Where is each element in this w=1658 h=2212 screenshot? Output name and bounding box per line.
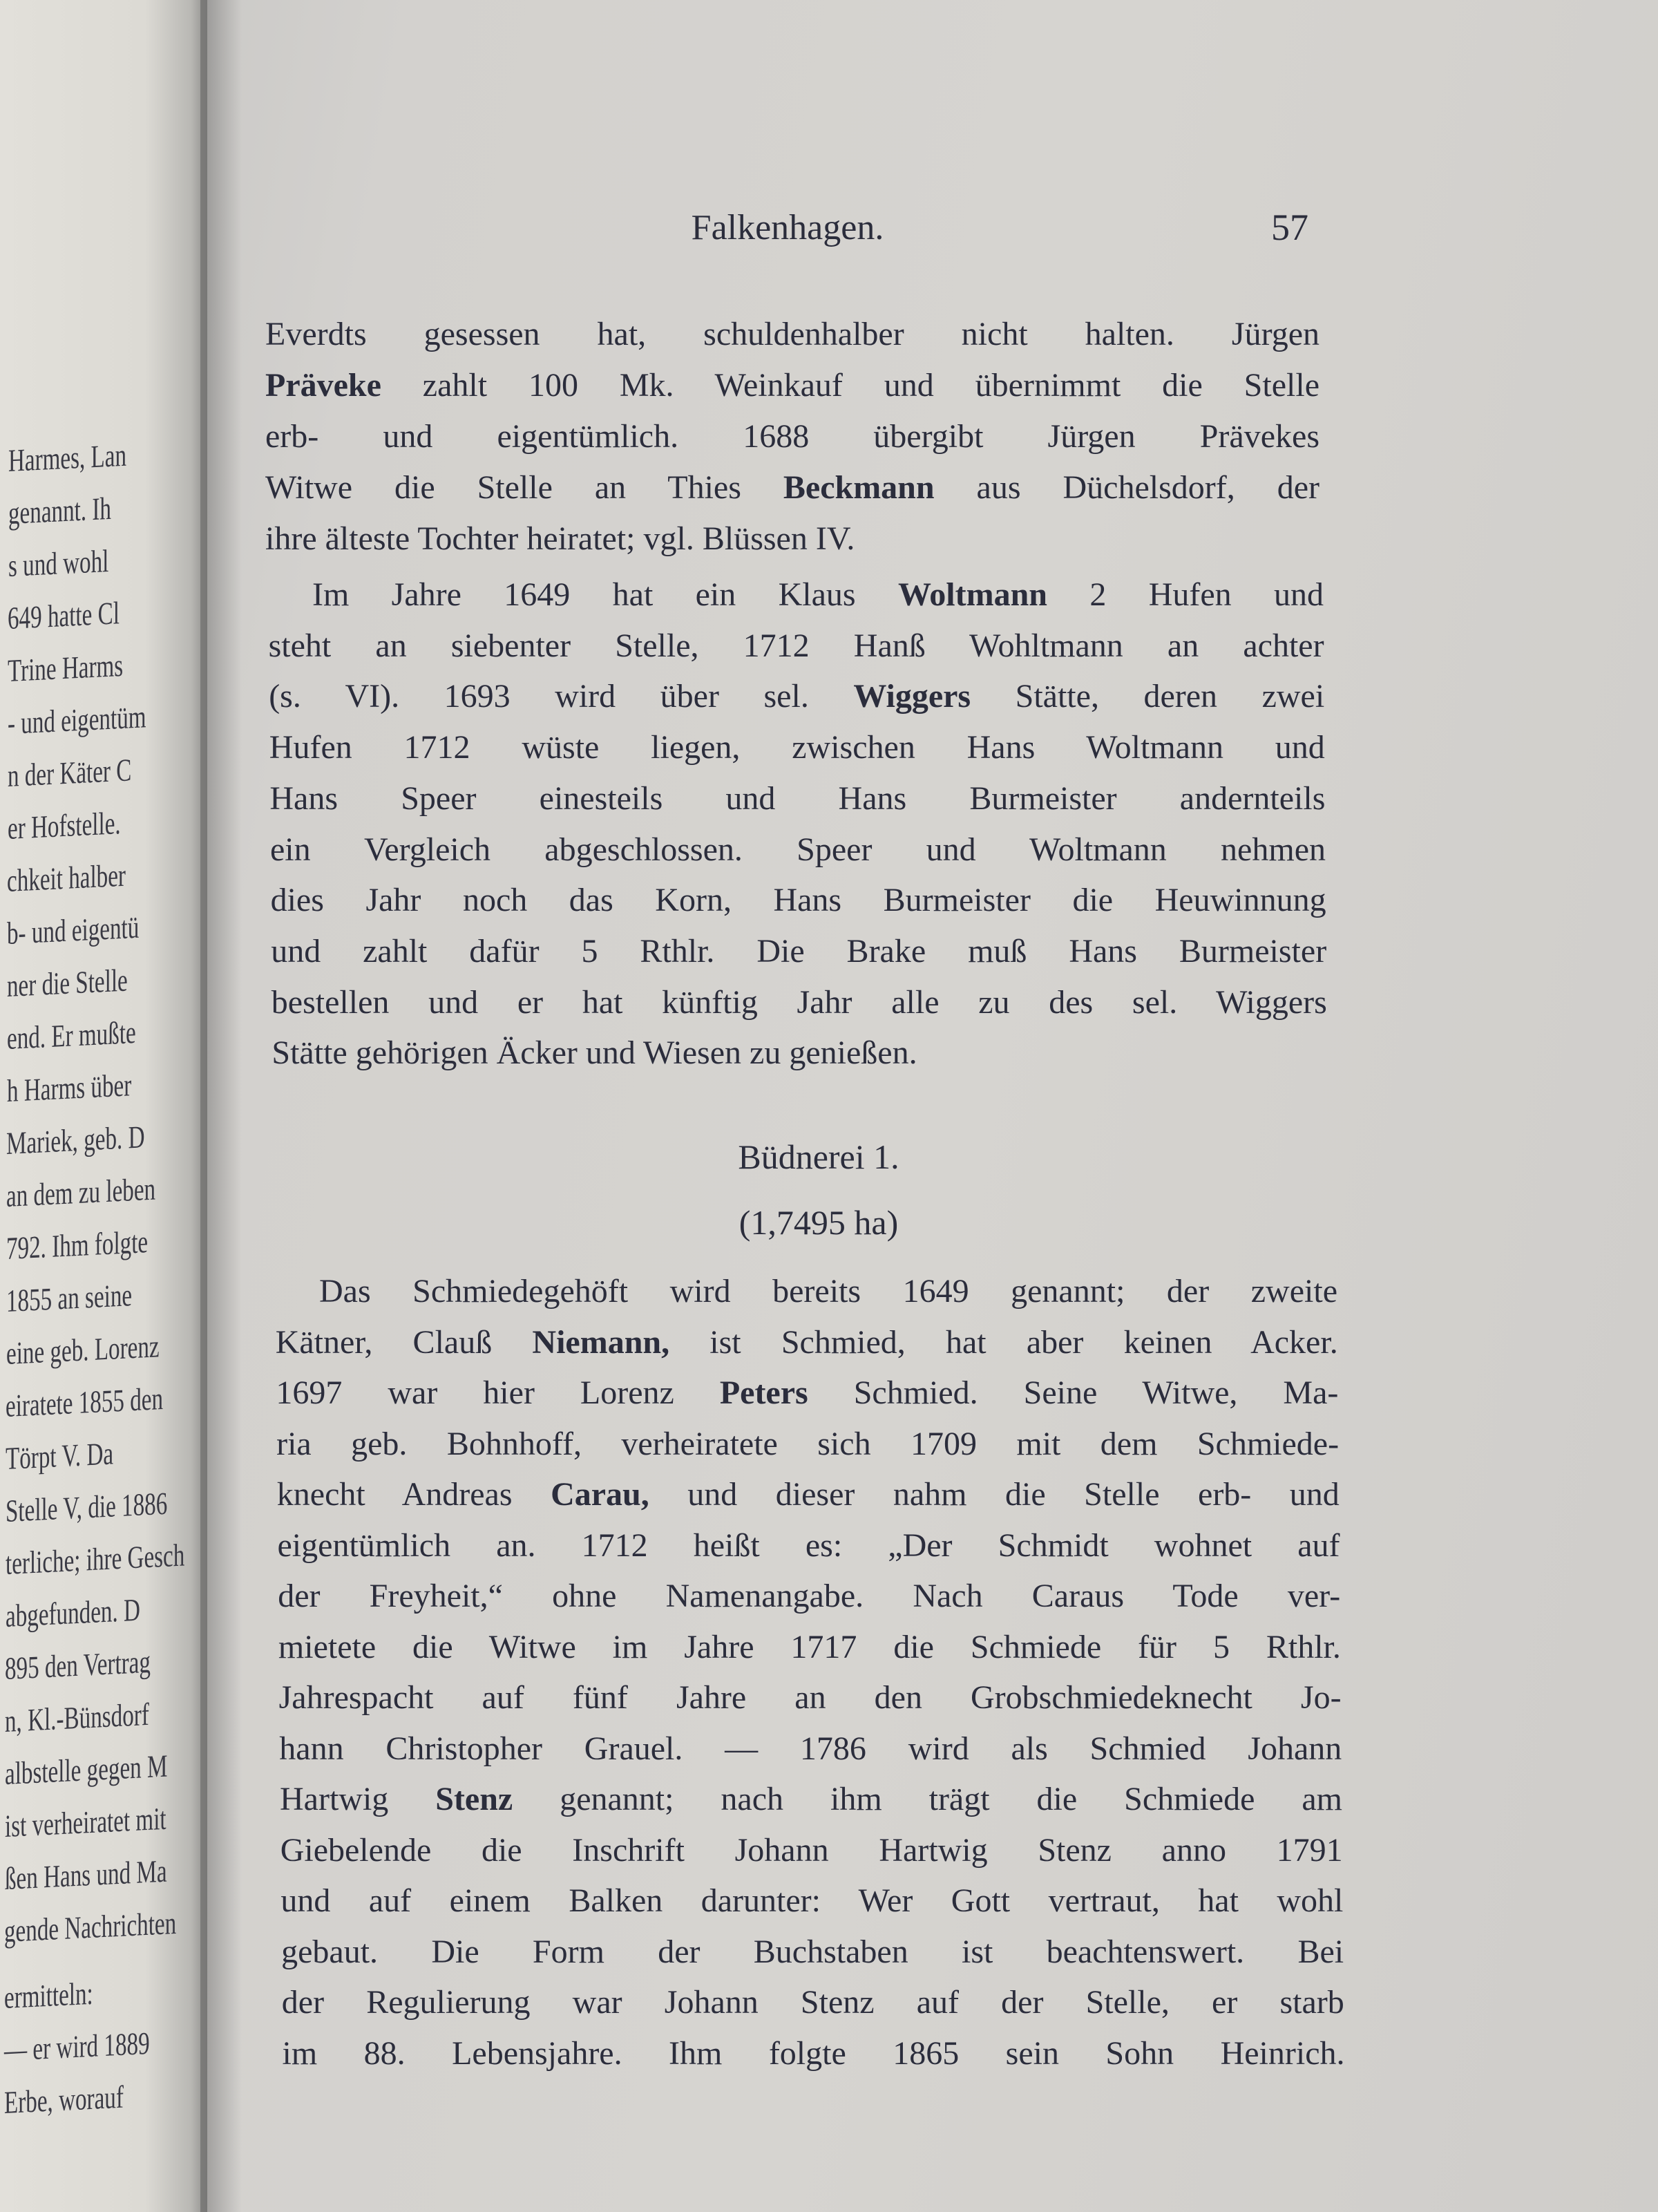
section-area: (1,7495 ha) — [739, 1203, 899, 1242]
text-run: Hufen 1712 wüste liegen, zwischen Hans Woltmann und — [269, 729, 1325, 766]
text-run: (s. VI). 1693 wird über sel. — [269, 678, 854, 715]
text-line — [278, 1571, 1340, 1622]
text-line — [269, 722, 1325, 773]
text-line — [278, 1622, 1341, 1673]
text-run: knecht Andreas — [276, 1476, 551, 1513]
left-page-line: 895 den Vertrag — [5, 1643, 151, 1686]
text-line — [271, 875, 1326, 926]
text-line — [280, 1875, 1343, 1927]
left-page-line: genannt. Ih — [8, 490, 111, 531]
left-page-line: 792. Ihm folgte — [6, 1224, 149, 1266]
left-page-line: - und eigentüm — [8, 699, 146, 741]
text-line — [276, 1368, 1338, 1419]
text-line — [280, 1825, 1343, 1876]
text-run: zahlt 100 Mk. Weinkauf und übernimmt die Stelle — [381, 367, 1319, 404]
left-page-line: an dem zu leben — [6, 1171, 156, 1213]
text-run: und dieser nahm die Stelle erb- und — [649, 1476, 1340, 1513]
left-page-line: — er wird 1889 — [4, 2025, 150, 2068]
left-page-line: er Hofstelle. — [7, 805, 121, 846]
text-line — [278, 1520, 1340, 1571]
left-page-line: ermitteln: — [4, 1975, 93, 2015]
bold-name: Carau, — [551, 1476, 649, 1513]
text-line — [319, 1266, 1337, 1317]
left-page-line: Törpt V. Da — [6, 1435, 114, 1476]
text-line — [269, 621, 1324, 672]
text-run: mietete die Witwe im Jahre 1717 die Schmiede für 5 Rthlr. — [278, 1628, 1341, 1665]
left-page-line: albstelle gegen M — [5, 1748, 168, 1791]
text-line — [283, 2028, 1345, 2079]
bold-name: Niemann, — [532, 1323, 670, 1361]
text-run: genannt; nach ihm trägt die Schmiede am — [513, 1781, 1342, 1817]
bold-name: Beckmann — [783, 469, 935, 506]
text-run: ria geb. Bohnhoff, verheiratete sich 1709 mit dem Schmiede- — [276, 1425, 1340, 1462]
text-run: Stätte, deren zwei — [971, 678, 1325, 715]
text-run: Das Schmiedegehöft wird bereits 1649 genannt; der zweite — [319, 1273, 1337, 1310]
text-line — [271, 1028, 917, 1079]
text-run: ihre älteste Tochter heiratet; vgl. Blüssen IV. — [265, 520, 855, 557]
text-line — [269, 671, 1324, 722]
text-run: Hartwig — [280, 1781, 436, 1817]
left-page-line: ner die Stelle — [7, 962, 128, 1003]
bold-name: Woltmann — [897, 576, 1047, 613]
left-page-line: s und wohl — [8, 542, 108, 583]
text-run: Witwe die Stelle an Thies — [265, 469, 783, 506]
left-page-line: ßen Hans und Ma — [4, 1853, 167, 1896]
text-run: ist Schmied, hat aber keinen Acker. — [669, 1323, 1338, 1361]
text-run: im 88. Lebensjahre. Ihm folgte 1865 sein Sohn Heinrich. — [282, 2034, 1345, 2072]
text-run: ein Vergleich abgeschlossen. Speer und Woltmann nehmen — [270, 831, 1326, 868]
text-run: Im Jahre 1649 hat ein Klaus — [312, 576, 898, 613]
left-page-line: terliche; ihre Gesch — [5, 1537, 185, 1581]
text-run: steht an siebenter Stelle, 1712 Hanß Wohltmann an achter — [268, 627, 1324, 664]
text-run: und auf einem Balken darunter: Wer Gott vertraut, hat wohl — [280, 1882, 1344, 1919]
text-run: eigentümlich an. 1712 heißt es: „Der Schmidt wohnet auf — [277, 1526, 1340, 1564]
left-page-line: gende Nachrichten — [4, 1904, 177, 1949]
text-line — [269, 773, 1325, 824]
left-page-line: b- und eigentü — [7, 909, 140, 951]
left-page-line: ist verheiratet mit — [4, 1800, 166, 1844]
text-line — [265, 513, 855, 565]
text-line — [270, 824, 1326, 876]
text-line — [276, 1419, 1339, 1470]
text-run: dies Jahr noch das Korn, Hans Burmeister die Heuwinnung — [270, 882, 1326, 919]
text-line — [271, 977, 1327, 1028]
adjacent-left-page — [0, 0, 207, 2212]
left-page-line: n der Käter C — [7, 752, 132, 793]
text-run: Kätner, Clauß — [275, 1323, 533, 1361]
left-page-line: h Harms über — [6, 1067, 131, 1108]
left-page-line: Erbe, worauf — [3, 2079, 124, 2120]
running-head-title: Falkenhagen. — [691, 208, 884, 247]
text-run: bestellen und er hat künftig Jahr alle zu des sel. Wiggers — [271, 983, 1327, 1021]
text-line — [276, 1317, 1338, 1368]
text-line — [280, 1774, 1342, 1825]
bold-name: Peters — [719, 1374, 808, 1411]
text-run: erb- und eigentümlich. 1688 übergibt Jürgen Prävekes — [265, 418, 1319, 455]
text-line — [281, 1927, 1344, 1978]
text-line — [265, 309, 1319, 360]
left-page-line: Stelle V, die 1886 — [6, 1485, 168, 1529]
left-page-line: Mariek, geb. D — [6, 1119, 145, 1161]
left-page-line: abgefunden. D — [5, 1591, 140, 1634]
text-run: Everdts gesessen hat, schuldenhalber nicht halten. Jürgen — [265, 316, 1319, 352]
text-run: Jahrespacht auf fünf Jahre an den Grobschmiedeknecht Jo- — [278, 1679, 1342, 1716]
text-line — [271, 926, 1326, 977]
text-line — [282, 1977, 1344, 2028]
left-page-line: chkeit halber — [7, 857, 126, 898]
left-page-line: n, Kl.-Bünsdorf — [5, 1696, 150, 1739]
text-line — [265, 462, 1319, 513]
left-page-line: 649 hatte Cl — [8, 595, 120, 636]
left-page-line: end. Er mußte — [6, 1014, 136, 1056]
left-page-line: eiratete 1855 den — [6, 1380, 164, 1424]
page-number: 57 — [1271, 207, 1308, 248]
text-run: hann Christopher Grauel. — 1786 wird als Schmied Johann — [279, 1730, 1342, 1767]
section-heading: Büdnerei 1. — [738, 1137, 899, 1176]
text-run: Giebelende die Inschrift Johann Hartwig Stenz anno 1791 — [280, 1831, 1343, 1869]
book-gutter-shadow — [200, 0, 242, 2212]
text-line — [279, 1723, 1342, 1775]
text-run: Stätte gehörigen Äcker und Wiesen zu genießen. — [271, 1034, 917, 1072]
text-run: der Freyheit,“ ohne Namenangabe. Nach Caraus Tode ver- — [278, 1578, 1341, 1614]
text-run: aus Düchelsdorf, der — [934, 469, 1319, 506]
text-run: 1697 war hier Lorenz — [276, 1374, 720, 1411]
left-page-line: Harmes, Lan — [8, 437, 127, 478]
bold-name: Stenz — [435, 1781, 513, 1817]
text-line — [277, 1469, 1340, 1520]
text-run: gebaut. Die Form der Buchstaben ist beachtenswert. Bei — [281, 1933, 1344, 1970]
text-line — [265, 411, 1319, 462]
text-line — [279, 1672, 1342, 1723]
text-run: 2 Hufen und — [1047, 576, 1324, 613]
left-page-line: eine geb. Lorenz — [6, 1328, 160, 1371]
text-run: Hans Speer einesteils und Hans Burmeister andernteils — [269, 779, 1326, 817]
bold-name: Präveke — [265, 367, 381, 404]
text-run: der Regulierung war Johann Stenz auf der Stelle, er starb — [281, 1984, 1344, 2021]
left-page-line: Trine Harms — [8, 647, 124, 688]
text-run: und zahlt dafür 5 Rthlr. Die Brake muß Hans Burmeister — [271, 932, 1327, 970]
left-page-line: 1855 an seine — [6, 1277, 132, 1318]
text-line — [265, 360, 1319, 411]
bold-name: Wiggers — [853, 678, 971, 715]
text-run: Schmied. Seine Witwe, Ma- — [808, 1374, 1339, 1411]
text-line — [312, 569, 1324, 621]
